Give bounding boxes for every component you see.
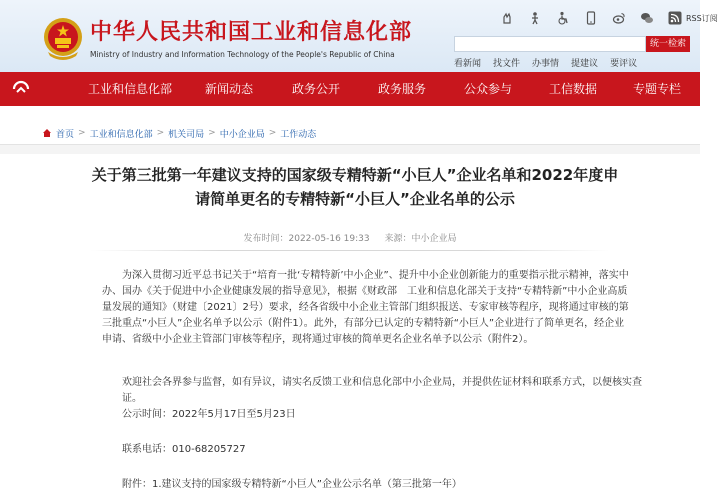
article-paragraph: 为深入贯彻习近平总书记关于“培育一批‘专精特新’中小企业”、提升中小企业创新能力的重要指示批示精神，落实中办、国办《关于促进中小企业健康发展的指导意见》，根据《财政部 工业和信息化部关于支持“专精特新”中小企业高质量发展的通知》（财建〔2021〕2号）要求，经各省级中小企业主管部门组织报送、专家审核等程序，现将通过审核的第三批重点“小巨人”企业名单予以公示（附件1）。此外，有部分已认定的专精特新“小巨人”企业进行了简单更名，经企业申请、省级中小企业主管部门审核等程序，现将通过审核的简单更名企业名单予以公示（附件2）。: [102, 270, 629, 345]
article-paragraph: 欢迎社会各界参与监督，如有异议，请实名反馈工业和信息化部中小企业局，并提供佐证材料和联系方式，以便核实查证。: [122, 377, 642, 404]
article-paragraph: 公示时间：2022年5月17日至5月23日: [122, 409, 296, 420]
wechat-icon[interactable]: [640, 11, 654, 25]
breadcrumb-departments[interactable]: 机关司局: [168, 129, 205, 140]
breadcrumb-separator: >: [268, 128, 277, 138]
quick-link-suggest[interactable]: 提建议: [571, 59, 599, 69]
attachment-link[interactable]: 附件：1.建议支持的国家级专精特新“小巨人”企业公示名单（第三批第一年）: [122, 479, 462, 490]
nav-item-data[interactable]: 工信数据: [549, 82, 598, 96]
rss-icon[interactable]: [668, 11, 682, 25]
nav-item-disclosure[interactable]: 政务公开: [292, 82, 341, 96]
breadcrumb: [42, 126, 316, 140]
breadcrumb-sme-bureau[interactable]: 中小企业局: [219, 129, 265, 140]
breadcrumb-work-news[interactable]: 工作动态: [280, 129, 317, 140]
nav-logo-icon[interactable]: [12, 80, 30, 98]
rss-label[interactable]: RSS订阅: [686, 13, 718, 23]
weibo-icon[interactable]: [612, 11, 626, 25]
quick-links: [454, 56, 637, 69]
meta-divider: [90, 250, 610, 251]
nav-item-news[interactable]: 新闻动态: [205, 82, 254, 96]
search-input[interactable]: [454, 36, 646, 52]
nav-item-services[interactable]: 政务服务: [378, 82, 427, 96]
site-subtitle: Ministry of Industry and Information Technology of the People's Republic of China: [90, 50, 395, 59]
nav-item-participation[interactable]: 公众参与: [464, 82, 513, 96]
article-paragraph: 联系电话：010-68205727: [122, 444, 246, 455]
quick-link-files[interactable]: 找文件: [493, 59, 521, 69]
home-icon: [42, 128, 52, 138]
search-button[interactable]: 统一检索: [646, 36, 690, 52]
accessibility-icon[interactable]: [556, 11, 570, 25]
sign-language-icon[interactable]: [500, 11, 514, 25]
article-title: 关于第三批第一年建议支持的国家级专精特新“小巨人”企业名单和2022年度申请简单更名的专精特新“小巨人”企业名单的公示: [91, 166, 619, 208]
main-nav: [0, 72, 700, 106]
quick-link-services[interactable]: 办事情: [532, 59, 560, 69]
elder-mode-icon[interactable]: [528, 11, 542, 25]
section-divider: [0, 144, 700, 154]
mobile-icon[interactable]: [584, 11, 598, 25]
publish-time: 发布时间：2022-05-16 19:33: [243, 234, 370, 244]
nav-item-miit[interactable]: 工业和信息化部: [88, 82, 173, 96]
breadcrumb-separator: >: [208, 128, 216, 138]
site-title[interactable]: 中华人民共和国工业和信息化部: [90, 20, 413, 45]
nav-item-topics[interactable]: 专题专栏: [633, 82, 682, 96]
quick-link-review[interactable]: 要评议: [610, 59, 638, 69]
quick-link-news[interactable]: 看新闻: [454, 59, 482, 69]
article-source: 来源：中小企业局: [384, 234, 457, 244]
site-header: [0, 0, 718, 72]
breadcrumb-home[interactable]: 首页: [56, 129, 75, 140]
breadcrumb-separator: >: [78, 128, 86, 138]
breadcrumb-separator: >: [156, 128, 165, 138]
article-meta: [0, 231, 700, 244]
national-emblem-icon: [42, 16, 84, 62]
breadcrumb-miit[interactable]: 工业和信息化部: [89, 129, 153, 140]
utility-icons: [500, 10, 718, 26]
